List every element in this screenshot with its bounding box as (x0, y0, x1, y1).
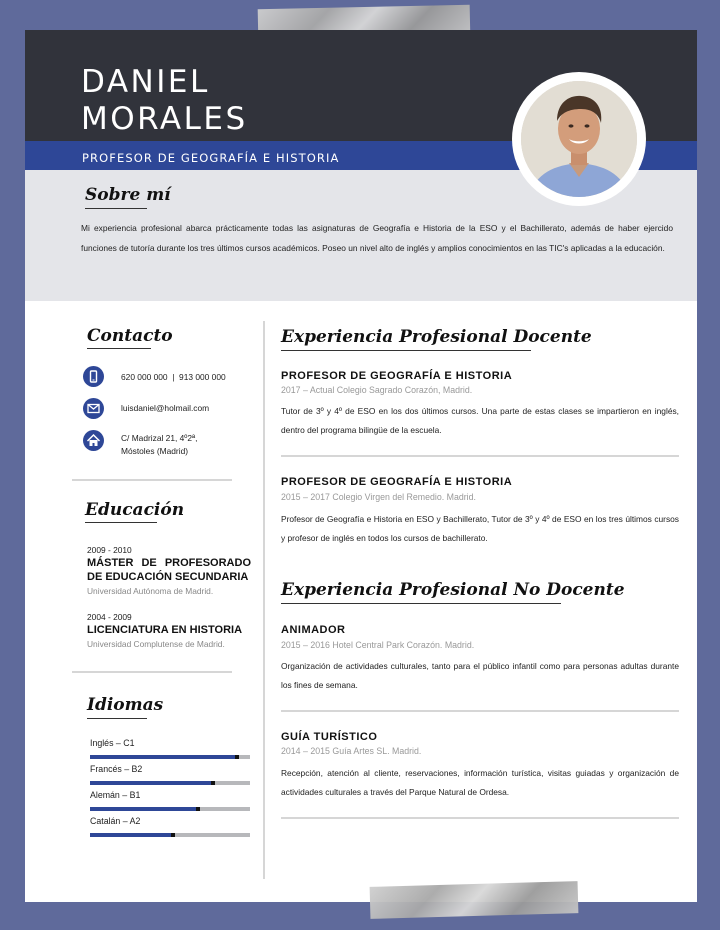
education-heading: Educación (85, 500, 185, 520)
job-1-desc: Tutor de 3º y 4º de ESO en los dos últimos cursos. Una parte de estas clases se impartieron en inglés, dentro del programa bilingüe de la escuela. (281, 406, 679, 435)
left-divider-2 (72, 671, 232, 673)
language-cap-german (196, 807, 200, 811)
about-heading-underline (85, 208, 147, 209)
resume-page (25, 30, 697, 902)
job-2-desc: Profesor de Geografía e Historia en ESO y Bachillerato, Tutor de 3º y 4º de ESO en los tres últimos cursos y profesor de inglés en todos los cursos de bachillerato. (281, 514, 679, 543)
last-name: MORALES (81, 101, 248, 137)
contact-heading-underline (87, 348, 151, 349)
languages-heading-underline (87, 718, 147, 719)
teaching-heading-underline (281, 350, 531, 351)
job-1-meta: 2017 – Actual Colegio Sagrado Corazón, Madrid. (281, 385, 473, 395)
contact-heading: Contacto (87, 326, 173, 346)
edu-2-school: Universidad Complutense de Madrid. (87, 639, 225, 649)
edu-1-school: Universidad Autónoma de Madrid. (87, 586, 214, 596)
job-4-title: GUÍA TURÍSTICO (281, 731, 378, 743)
language-label-english: Inglés – C1 (90, 738, 135, 748)
job-1-title: PROFESOR DE GEOGRAFÍA E HISTORIA (281, 370, 513, 382)
job-4-desc: Recepción, atención al cliente, reservaciones, información turística, visitas guiadas y organización de actividades culturales a través del Parque Natural de Ordesa. (281, 768, 679, 797)
job-3-meta: 2015 – 2016 Hotel Central Park Corazón. Madrid. (281, 640, 475, 650)
education-heading-underline (85, 522, 157, 523)
other-experience-heading: Experiencia Profesional No Docente (281, 580, 625, 600)
contact-phone: 620 000 000 | 913 000 000 (121, 372, 226, 382)
mail-icon (83, 398, 104, 419)
languages-heading: Idiomas (87, 695, 164, 715)
language-cap-french (211, 781, 215, 785)
language-label-french: Francés – B2 (90, 764, 143, 774)
home-icon (83, 430, 104, 451)
about-heading: Sobre mí (85, 185, 171, 205)
language-fill-english (90, 755, 235, 759)
language-bar-french (90, 781, 250, 785)
contact-address: C/ Madrizal 21, 4º2ª, Móstoles (Madrid) (121, 433, 198, 456)
first-name: DANIEL (81, 64, 210, 100)
edu-2-degree: LICENCIATURA EN HISTORIA (87, 624, 243, 636)
language-label-german: Alemán – B1 (90, 790, 141, 800)
job-3-title: ANIMADOR (281, 624, 346, 636)
column-divider (263, 321, 265, 879)
contact-email[interactable]: luisdaniel@holmail.com (121, 403, 210, 413)
phone-icon (83, 366, 104, 387)
about-text: Mi experiencia profesional abarca prácticamente todas las asignaturas de Geografía e Historia de la ESO y el Bachillerato, además de haber ejercido funciones de tutoría durante los tres últimos cursos académicos. Poseo un nivel alto de inglés y amplios conocimientos en las TIC's aplicadas a la educación. (81, 223, 673, 253)
tape-bottom (370, 881, 579, 919)
other-heading-underline (281, 603, 561, 604)
job-2-title: PROFESOR DE GEOGRAFÍA E HISTORIA (281, 476, 513, 488)
language-fill-french (90, 781, 211, 785)
job-2-meta: 2015 – 2017 Colegio Virgen del Remedio. Madrid. (281, 492, 476, 502)
language-bar-catalan (90, 833, 250, 837)
language-bar-english (90, 755, 250, 759)
job-3-desc: Organización de actividades culturales, tanto para el público infantil como para personas adultas durante los fines de semana. (281, 661, 679, 690)
left-divider-1 (72, 479, 232, 481)
language-bar-german (90, 807, 250, 811)
teaching-experience-heading: Experiencia Profesional Docente (281, 327, 592, 347)
job-title: PROFESOR DE GEOGRAFÍA E HISTORIA (82, 151, 340, 165)
avatar (521, 81, 637, 197)
job-4-meta: 2014 – 2015 Guía Artes SL. Madrid. (281, 746, 422, 756)
job-divider-3 (281, 817, 679, 819)
language-fill-german (90, 807, 196, 811)
job-divider-1 (281, 455, 679, 457)
language-label-catalan: Catalán – A2 (90, 816, 141, 826)
avatar-photo (521, 81, 637, 197)
edu-2-years: 2004 - 2009 (87, 612, 132, 622)
language-cap-english (235, 755, 239, 759)
edu-1-years: 2009 - 2010 (87, 545, 132, 555)
language-cap-catalan (171, 833, 175, 837)
candidate-name (81, 64, 248, 138)
job-divider-2 (281, 710, 679, 712)
language-fill-catalan (90, 833, 171, 837)
edu-1-degree: MÁSTER DE PROFESORADO DE EDUCACIÓN SECUNDARIA (87, 557, 251, 583)
